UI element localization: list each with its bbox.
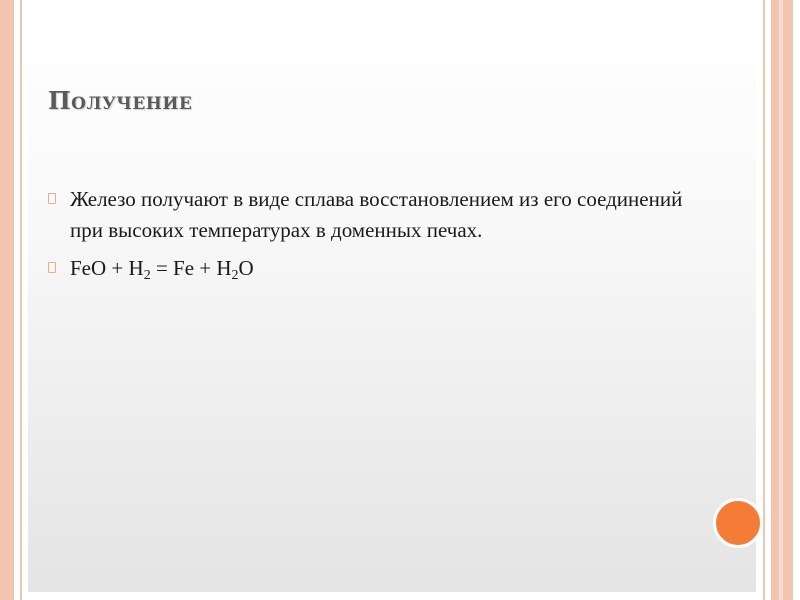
equation-reactant-1: FeO: [70, 256, 107, 280]
left-frame-band: [0, 0, 14, 600]
equation-plus-2: +: [194, 256, 217, 280]
bullet-text: Железо получают в виде сплава восстановлением из его соединений при высоких температурах в доменных печах.: [70, 187, 683, 242]
right-frame-inner-stripe: [779, 0, 783, 600]
equation-product-1: Fe: [173, 256, 195, 280]
left-frame-line: [20, 0, 22, 600]
equation-equals: =: [150, 256, 174, 280]
orange-circle-icon: [713, 498, 763, 548]
equation-reactant-2: H: [128, 256, 144, 280]
equation-reactant-2-subscript: 2: [143, 268, 151, 283]
equation-product-2-subscript: 2: [231, 268, 239, 283]
slide-title: Получение: [48, 86, 193, 115]
square-outline-bullet-icon: [48, 262, 56, 273]
square-outline-bullet-icon: [48, 193, 56, 204]
equation-product-2: H: [216, 256, 232, 280]
bullet-list: [48, 184, 688, 291]
equation-product-2-tail: O: [238, 256, 254, 280]
bullet-item-description: [48, 184, 688, 246]
chemical-equation: [70, 256, 254, 283]
bullet-item-equation: [48, 253, 688, 284]
right-frame-line: [763, 0, 765, 600]
equation-plus-1: +: [106, 256, 129, 280]
